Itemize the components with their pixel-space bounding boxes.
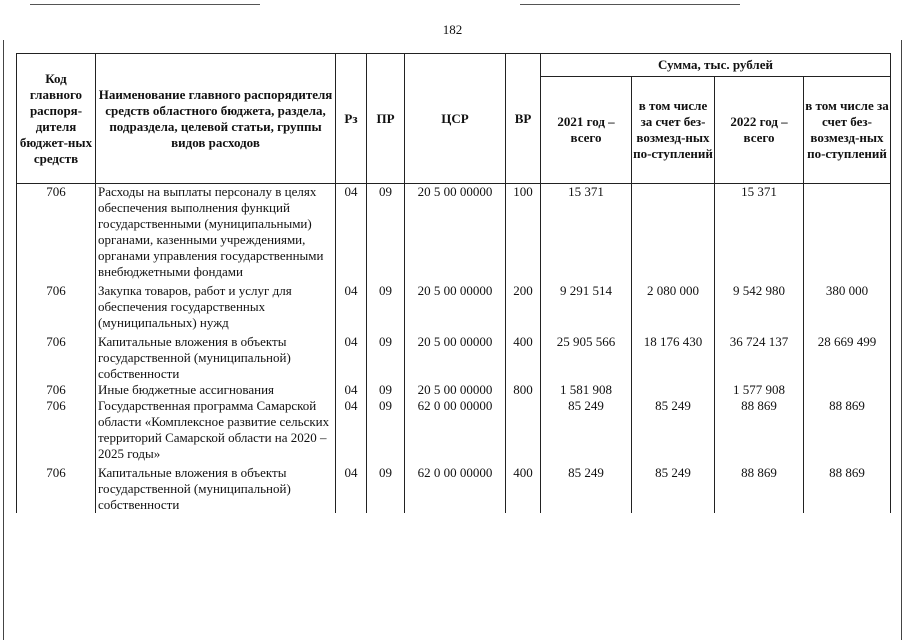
page-number: 182 xyxy=(442,22,463,37)
cell-2021-total: 1 581 908 xyxy=(541,382,632,398)
cell-pr: 09 xyxy=(367,462,405,513)
cell-name: Расходы на выплаты персоналу в целях обеспечения выполнения функций государственными (муниципальными) органами, казенными учреждениями, органами управления государственными внебюджетными фондами xyxy=(96,184,336,281)
cell-2021-free: 2 080 000 xyxy=(632,280,715,331)
cell-2022-free xyxy=(804,184,891,281)
cell-2021-total: 15 371 xyxy=(541,184,632,281)
cell-code: 706 xyxy=(17,462,96,513)
cell-csr: 20 5 00 00000 xyxy=(405,382,506,398)
cell-2022-free: 380 000 xyxy=(804,280,891,331)
table-row xyxy=(17,184,891,281)
cell-pr: 09 xyxy=(367,382,405,398)
cell-2021-free: 18 176 430 xyxy=(632,331,715,382)
cell-2021-free: 85 249 xyxy=(632,462,715,513)
cell-rz: 04 xyxy=(336,280,367,331)
cell-code: 706 xyxy=(17,184,96,281)
table-row xyxy=(17,280,891,331)
cell-2021-free xyxy=(632,382,715,398)
header-code: Код главного распоря-дителя бюджет-ных средств xyxy=(17,54,96,184)
header-2022-total: 2022 год – всего xyxy=(715,77,804,184)
right-edge-rule xyxy=(901,40,902,640)
cell-2022-total: 88 869 xyxy=(715,462,804,513)
cell-2022-free: 88 869 xyxy=(804,398,891,462)
cell-name: Иные бюджетные ассигнования xyxy=(96,382,336,398)
cell-2021-total: 9 291 514 xyxy=(541,280,632,331)
cell-2022-total: 1 577 908 xyxy=(715,382,804,398)
cell-vr xyxy=(506,398,541,462)
cell-vr: 100 xyxy=(506,184,541,281)
cell-code: 706 xyxy=(17,331,96,382)
cell-vr: 800 xyxy=(506,382,541,398)
cell-csr: 62 0 00 00000 xyxy=(405,398,506,462)
cell-name: Государственная программа Самарской области «Комплексное развитие сельских территорий Самарской области на 2020 – 2025 годы» xyxy=(96,398,336,462)
cell-2022-total: 36 724 137 xyxy=(715,331,804,382)
cell-vr: 400 xyxy=(506,462,541,513)
cell-2022-total: 88 869 xyxy=(715,398,804,462)
cell-csr: 20 5 00 00000 xyxy=(405,184,506,281)
cell-name: Капитальные вложения в объекты государственной (муниципальной) собственности xyxy=(96,462,336,513)
cell-pr: 09 xyxy=(367,331,405,382)
cell-vr: 200 xyxy=(506,280,541,331)
cell-rz: 04 xyxy=(336,398,367,462)
cell-pr: 09 xyxy=(367,280,405,331)
budget-table xyxy=(16,53,891,513)
header-sum-group: Сумма, тыс. рублей xyxy=(541,54,891,77)
cell-code: 706 xyxy=(17,382,96,398)
cell-csr: 20 5 00 00000 xyxy=(405,331,506,382)
cell-code: 706 xyxy=(17,280,96,331)
cell-csr: 20 5 00 00000 xyxy=(405,280,506,331)
header-rz: Рз xyxy=(336,54,367,184)
header-2021-total: 2021 год – всего xyxy=(541,77,632,184)
cell-csr: 62 0 00 00000 xyxy=(405,462,506,513)
cell-rz: 04 xyxy=(336,184,367,281)
header-csr: ЦСР xyxy=(405,54,506,184)
table-row xyxy=(17,382,891,398)
cell-2021-total: 85 249 xyxy=(541,462,632,513)
table-row xyxy=(17,331,891,382)
header-pr: ПР xyxy=(367,54,405,184)
cell-pr: 09 xyxy=(367,398,405,462)
cell-rz: 04 xyxy=(336,382,367,398)
cell-2021-free: 85 249 xyxy=(632,398,715,462)
header-2021-free: в том числе за счет без-возмезд-ных по-ступлений xyxy=(632,77,715,184)
header-vr: ВР xyxy=(506,54,541,184)
cell-code: 706 xyxy=(17,398,96,462)
left-edge-rule xyxy=(3,40,4,640)
header-name: Наименование главного распорядителя средств областного бюджета, раздела, подраздела, целевой статьи, группы видов расходов xyxy=(96,54,336,184)
table-row xyxy=(17,462,891,513)
cell-2022-free: 28 669 499 xyxy=(804,331,891,382)
cell-2021-total: 85 249 xyxy=(541,398,632,462)
cell-2021-free xyxy=(632,184,715,281)
cell-rz: 04 xyxy=(336,462,367,513)
cell-2022-free xyxy=(804,382,891,398)
cell-2022-free: 88 869 xyxy=(804,462,891,513)
cell-pr: 09 xyxy=(367,184,405,281)
cell-name: Закупка товаров, работ и услуг для обеспечения государственных (муниципальных) нужд xyxy=(96,280,336,331)
header-2022-free: в том числе за счет без-возмезд-ных по-ступлений xyxy=(804,77,891,184)
table-row xyxy=(17,398,891,462)
cell-rz: 04 xyxy=(336,331,367,382)
cell-2022-total: 9 542 980 xyxy=(715,280,804,331)
cell-2021-total: 25 905 566 xyxy=(541,331,632,382)
cell-name: Капитальные вложения в объекты государственной (муниципальной) собственности xyxy=(96,331,336,382)
cell-2022-total: 15 371 xyxy=(715,184,804,281)
cell-vr: 400 xyxy=(506,331,541,382)
top-rule xyxy=(520,4,740,5)
top-rule xyxy=(30,4,260,5)
